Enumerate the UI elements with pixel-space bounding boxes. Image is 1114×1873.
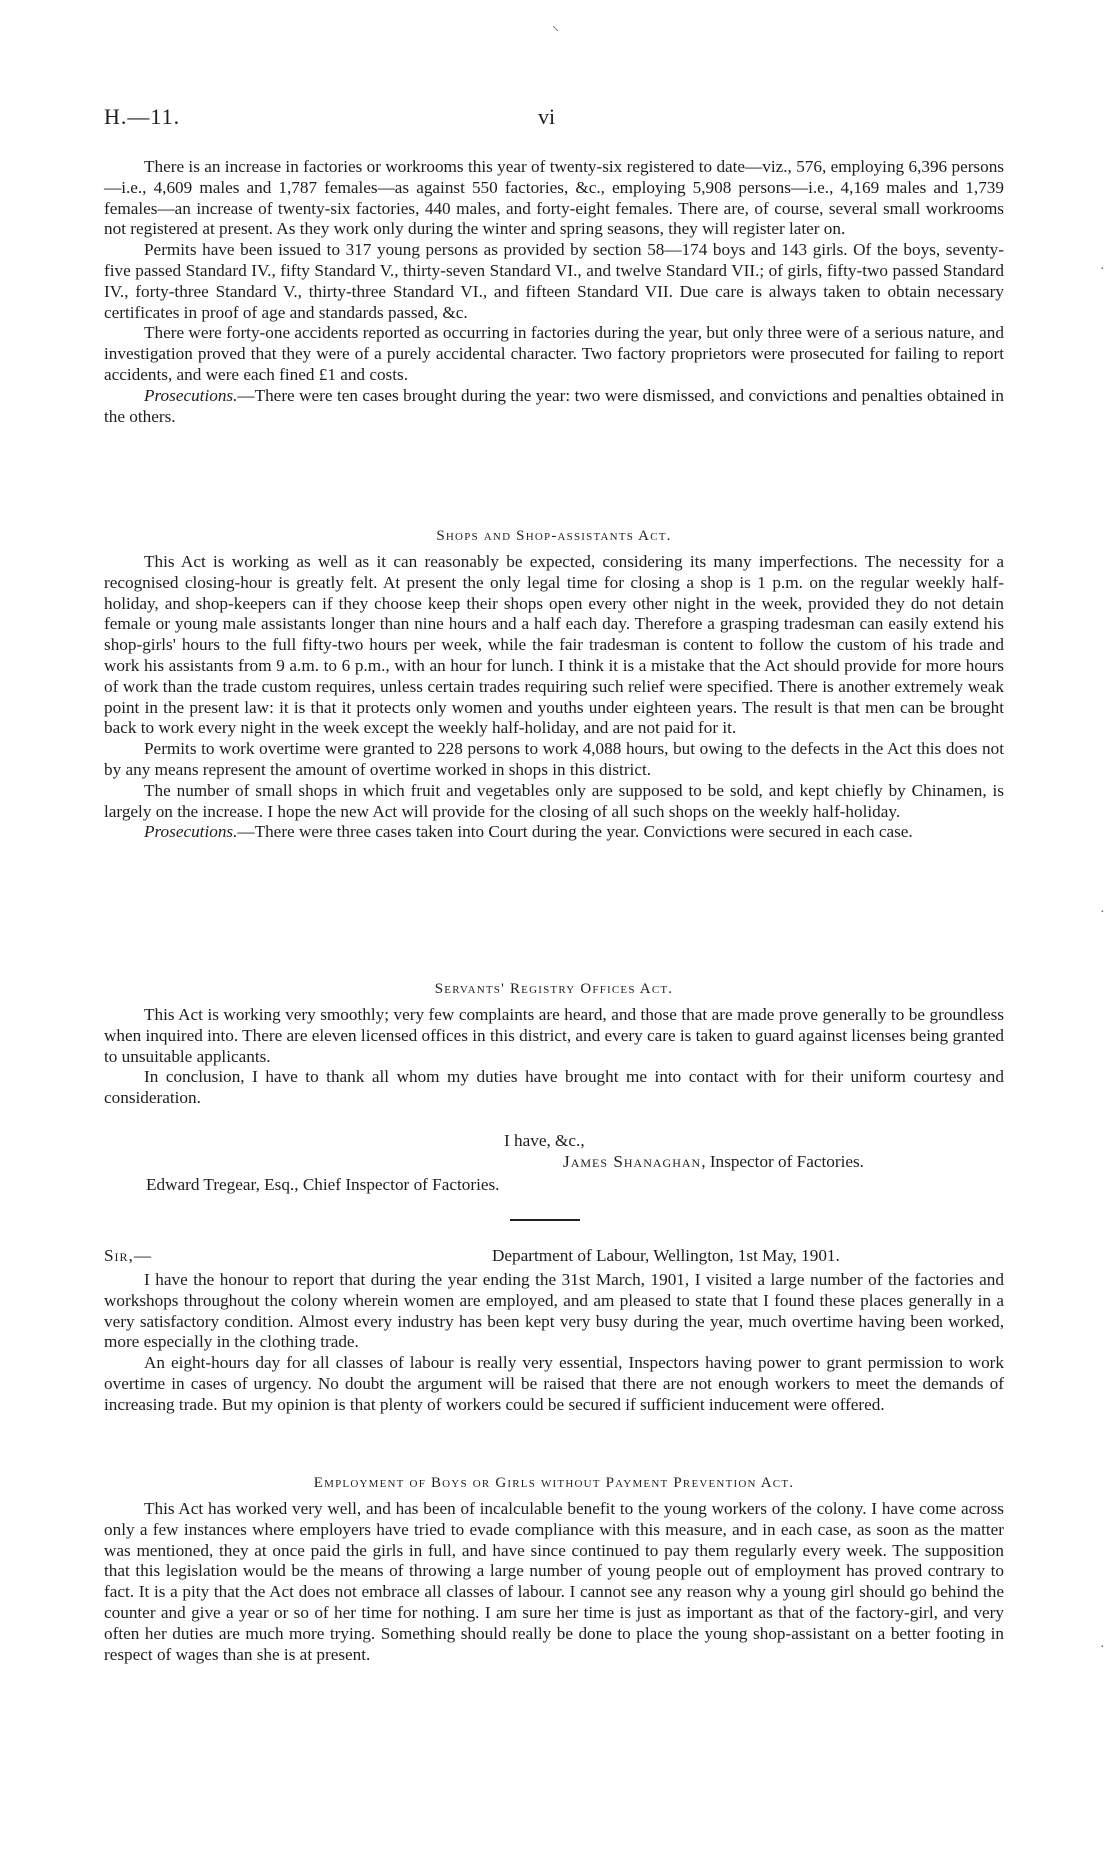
signatory-name: James Shanaghan <box>563 1152 702 1171</box>
document-reference: H.—11. <box>104 104 181 129</box>
factories-paragraph-1: There is an increase in factories or workrooms this year of twenty-six registered to date—viz., 576, employing 6,396 persons—i.e., 4,609 males and 1,787 females—as against 550 factories, &c., employing 5,908 persons—i.e., 4,169 males and 1,739 females—an increase of twenty-six factories, 440 males, and forty-eight females. There are, of course, several small workrooms not registered at present. As they work only during the winter and spring seasons, they will register later on. <box>104 157 1004 239</box>
factories-paragraph-3: There were forty-one accidents reported as occurring in factories during the year, but only three were of a serious nature, and investigation proved that they were of a purely accidental character. Two factory proprietors were prosecuted for failing to report accidents, and were each fined £1 and costs. <box>104 323 1004 384</box>
scan-mark: ⸌ <box>552 25 559 40</box>
scan-mark: · <box>1100 905 1105 920</box>
second-report-section <box>104 1270 1004 1416</box>
page-number: vi <box>538 104 556 129</box>
scan-mark: · <box>1100 262 1105 277</box>
employment-act-section <box>104 1499 1004 1665</box>
section-divider <box>510 1219 580 1221</box>
prosecutions-label: Prosecutions. <box>144 385 238 405</box>
salutation: Sir,— <box>104 1246 153 1265</box>
factories-paragraph-2: Permits have been issued to 317 young persons as provided by section 58—174 boys and 143 girls. Of the boys, seventy-five passed Standard IV., fifty Standard V., thirty-seven Standard VI., and twelve Standard VII.; of girls, fifty-two passed Standard IV., forty-three Standard V., thirty-three Standard VI., and fifteen Standard VII. Due care is always taken to obtain necessary certificates in proof of age and standards passed, &c. <box>104 240 1004 322</box>
shops-act-paragraph-3: The number of small shops in which fruit and vegetables only are supposed to be sold, and kept chiefly by Chinamen, is largely on the increase. I hope the new Act will provide for the closing of all such shops on the weekly half-holiday. <box>104 780 1004 821</box>
prosecutions-text: —There were ten cases brought during the year: two were dismissed, and convictions and penalties obtained in the others. <box>104 385 1004 426</box>
shops-act-section <box>104 552 1004 843</box>
addressee-line: Edward Tregear, Esq., Chief Inspector of Factories. <box>146 1175 500 1194</box>
scan-mark: · <box>1100 1640 1105 1655</box>
factories-section <box>104 157 1004 427</box>
shops-act-prosecutions-paragraph <box>104 822 1004 843</box>
servants-act-paragraph-1: This Act is working very smoothly; very few complaints are heard, and those that are made prove generally to be groundless when inquired into. There are eleven licensed offices in this district, and every care is taken to guard against licenses being granted to unsuitable applicants. <box>104 1005 1004 1066</box>
servants-act-heading: Servants' Registry Offices Act. <box>434 981 674 997</box>
servants-act-paragraph-2: In conclusion, I have to thank all whom my duties have brought me into contact with for their uniform courtesy and consideration. <box>104 1067 1004 1108</box>
prosecutions-text: —There were three cases taken into Court during the year. Convictions were secured in each case. <box>237 822 913 842</box>
employment-act-heading: Employment of Boys or Girls without Payment Prevention Act. <box>313 1475 795 1491</box>
shops-act-paragraph-2: Permits to work overtime were granted to 228 persons to work 4,088 hours, but owing to the defects in the Act this does not by any means represent the amount of overtime worked in shops in this district. <box>104 739 1004 779</box>
shops-act-paragraph-1: This Act is working as well as it can reasonably be expected, considering its many imperfections. The necessity for a recognised closing-hour is greatly felt. At present the only legal time for closing a shop is 1 p.m. on the regular weekly half-holiday, and shop-keepers can if they choose keep their shops open every other night in the week, provided they do not detain female or young male assistants longer than nine hours and a half each day. Therefore a grasping tradesman can easily extend his shop-girls' hours to the full fifty-two hours per week, while the fair tradesman is content to follow the custom of his trade and work his assistants from 9 a.m. to 6 p.m., with an hour for lunch. I think it is a mistake that the Act should provide for more hours of work than the trade custom requires, unless certain trades requiring such relief were specified. There is another extremely weak point in the present law: it is that it protects only women and youths under eighteen years. The result is that men can be brought back to work every night in the week except the weekly half-holiday, and are not paid for it. <box>104 552 1004 738</box>
department-dateline: Department of Labour, Wellington, 1st May, 1901. <box>492 1246 840 1265</box>
prosecutions-label: Prosecutions. <box>144 822 238 842</box>
signature-line <box>563 1151 864 1172</box>
shops-act-heading: Shops and Shop-assistants Act. <box>436 528 672 544</box>
second-report-paragraph-2: An eight-hours day for all classes of labour is really very essential, Inspectors having power to grant permission to work overtime in cases of urgency. No doubt the argument will be raised that there are not enough workers to meet the demands of increasing trade. But my opinion is that plenty of workers could be secured if sufficient inducement were offered. <box>104 1353 1004 1414</box>
servants-act-section <box>104 1005 1004 1109</box>
closing-line: I have, &c., <box>504 1131 585 1150</box>
second-report-paragraph-1: I have the honour to report that during the year ending the 31st March, 1901, I visited a large number of the factories and workshops throughout the colony wherein women are employed, and am pleased to state that I found these places generally in a very satisfactory condition. Almost every industry has been kept very busy during the year, much overtime having been worked, more especially in the clothing trade. <box>104 1270 1004 1352</box>
signatory-title: , Inspector of Factories. <box>701 1152 864 1171</box>
factories-prosecutions-paragraph <box>104 386 1004 428</box>
employment-act-paragraph-1: This Act has worked very well, and has been of incalculable benefit to the young workers of the colony. I have come across only a few instances where employers have tried to evade compliance with this measure, and in each case, as soon as the matter was mentioned, they at once paid the girls in full, and have since continued to pay them regularly every week. The supposition that this legislation would be the means of throwing a large number of young people out of employment has proved contrary to fact. It is a pity that the Act does not embrace all classes of labour. I cannot see any reason why a young girl should go behind the counter and give a year or so of her time for nothing. I am sure her time is just as important as that of the factory-girl, and very often her duties are much more trying. Something should really be done to place the young shop-assistant on a better footing in respect of wages than she is at present. <box>104 1499 1004 1664</box>
